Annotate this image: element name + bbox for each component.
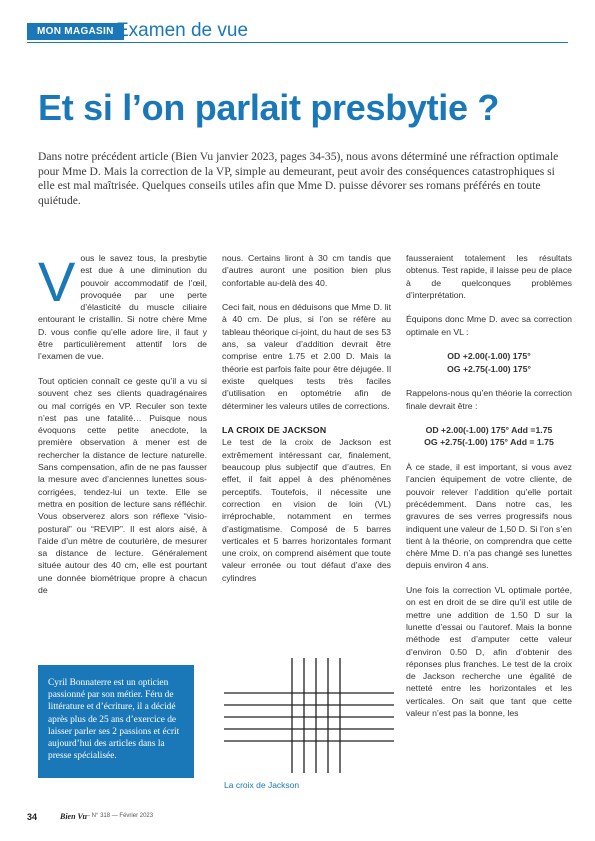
text-column-1	[38, 252, 207, 609]
paragraph: Équipons donc Mme D. avec sa correction optimale en VL :	[406, 314, 572, 337]
paragraph: Le test de la croix de Jackson est extrêmement intéressant car, finalement, beaucoup plus subjectif que d’autres. En effet, il fait appel à des phénomènes perceptifs. Toutefois, il nécessite une correction en vision de loin (VL) irréprochable, notamment en termes d’astigmatisme. Composé de 5 barres verticales et 5 barres horizontales formant une croix, on comprend aisément que toute valeur erronée ou tout défaut d’axe des cylindres	[222, 437, 391, 583]
article-lede: Dans notre précédent article (Bien Vu janvier 2023, pages 34-35), nous avons déterminé une réfraction optimale pour Mme D. Mais la correction de la VP, simple au demeurant, peut avoir des conséquences catastrophiques si elle est mal maîtrisée. Quelques conseils utiles afin que Mme D. puisse dévorer ses romans préférés en toute quiétude.	[38, 150, 559, 207]
paragraph: fausseraient totalement les résultats obtenus. Test rapide, il laisse peu de place à de quelconques problèmes d’interprétation.	[406, 253, 572, 300]
formula-line: OG +2.75(-1.00) 175° Add = 1.75	[424, 437, 554, 448]
paragraph: nous. Certains liront à 30 cm tandis que d’autres auront une position bien plus confortable au-delà des 40.	[222, 253, 391, 288]
formula-line: OD +2.00(-1.00) 175°	[447, 351, 531, 362]
drop-cap: V	[38, 250, 76, 313]
paragraph: Tout opticien connaît ce geste qu’il a vu si souvent chez ses clients quadragénaires ou mal corrigés en VP. Reculer son texte n’est pas une fatalité… Puisque nous évoquons cette petite anecdote, la première observation à mener est de rechercher la distance de lecture naturelle. Sans compensation, afin de ne pas fausser la mesure avec d’anciennes lunettes sous-corrigées, tendez-lui un texte. Elle se mettra en position de lecture sans réfléchir. Vous observerez alors son réflexe “visio-postural” ou “REVIP”. Il est alors aisé, à l’aide d’un mètre de couturière, de mesurer sa distance de lecture. Généralement située autour des 40 cm, elle est pourtant une donnée biométrique propre à chacun de	[38, 375, 207, 596]
section-tag: MON MAGASIN	[27, 23, 124, 40]
formula-line: OD +2.00(-1.00) 175° Add =1.75	[425, 425, 553, 436]
header-divider	[27, 42, 568, 43]
page-number: 34	[27, 812, 38, 822]
issue-info: — N° 318 — Février 2023	[84, 813, 154, 819]
figure-caption: La croix de Jackson	[224, 780, 300, 790]
text-column-2	[222, 252, 391, 596]
article-headline: Et si l’on parlait presbytie ?	[38, 87, 500, 128]
paragraph: À ce stade, il est important, si vous avez l’ancien équipement de votre cliente, de pouvoir relever l’addition qu’elle portait précédemment. Dans notre cas, les gravures de ses verres progressifs nous indiquent une valeur de 1,50 D. Si l’on s’en tient à la théorie, on comprendra que cette chère Mme D. n’a pas changé ses lunettes depuis environ 4 ans.	[406, 462, 572, 571]
section-subheading: LA CROIX DE JACKSON	[222, 425, 327, 436]
paragraph: Rappelons-nous qu’en théorie la correction finale devrait être :	[406, 388, 572, 411]
paragraph: Vous le savez tous, la presbytie est due à une diminution du pouvoir accommodatif de l’œil, provoquée par une perte d’élasticité du muscle ciliaire entourant le cristallin. Si notre chère Mme D. vous confie qu’elle adore lire, il faut y être particulièrement attentif lors de l’examen de vue.	[38, 250, 207, 362]
paragraph: Une fois la correction VL optimale portée, on est en droit de se dire qu’il est utile de mettre une addition de 1.50 D sur la lunette d’essai ou l’autoref. Mais la bonne méthode est d’amputer cette valeur d’environ 0.50 D, afin d’obtenir des réponses plus franches. Le test de la croix de Jackson recherche une égalité de netteté entre les horizontales et les verticales. On sait que tant que cette valeur n’est pas la bonne, les	[406, 585, 572, 718]
author-bio-box: Cyril Bonnaterre est un opticien passionné par son métier. Féru de littérature et d’écriture, il a décidé après plus de 25 ans d’exercice de laisser parler ses 2 passions et écrit aujourd’hui des articles dans la presse spécialisée.	[38, 665, 194, 778]
formula-line: OG +2.75(-1.00) 175°	[447, 363, 531, 374]
jackson-cross-figure	[224, 658, 394, 773]
text-column-3	[406, 252, 572, 732]
paragraph: Ceci fait, nous en déduisons que Mme D. lit à 40 cm. De plus, si l’on se réfère au tableau théorique ci-joint, du haut de ses 53 ans, sa valeur d’addition devrait être comprise entre 1.75 et 2.00 D. Mais la théorie est parfois faite pour être déjugée. Il existe quelques tests très faciles d’utilisation en optométrie afin de déterminer les valeurs utiles de corrections.	[222, 302, 391, 411]
section-title: Examen de vue	[116, 20, 249, 41]
magazine-name: Bien Vu	[60, 812, 87, 821]
